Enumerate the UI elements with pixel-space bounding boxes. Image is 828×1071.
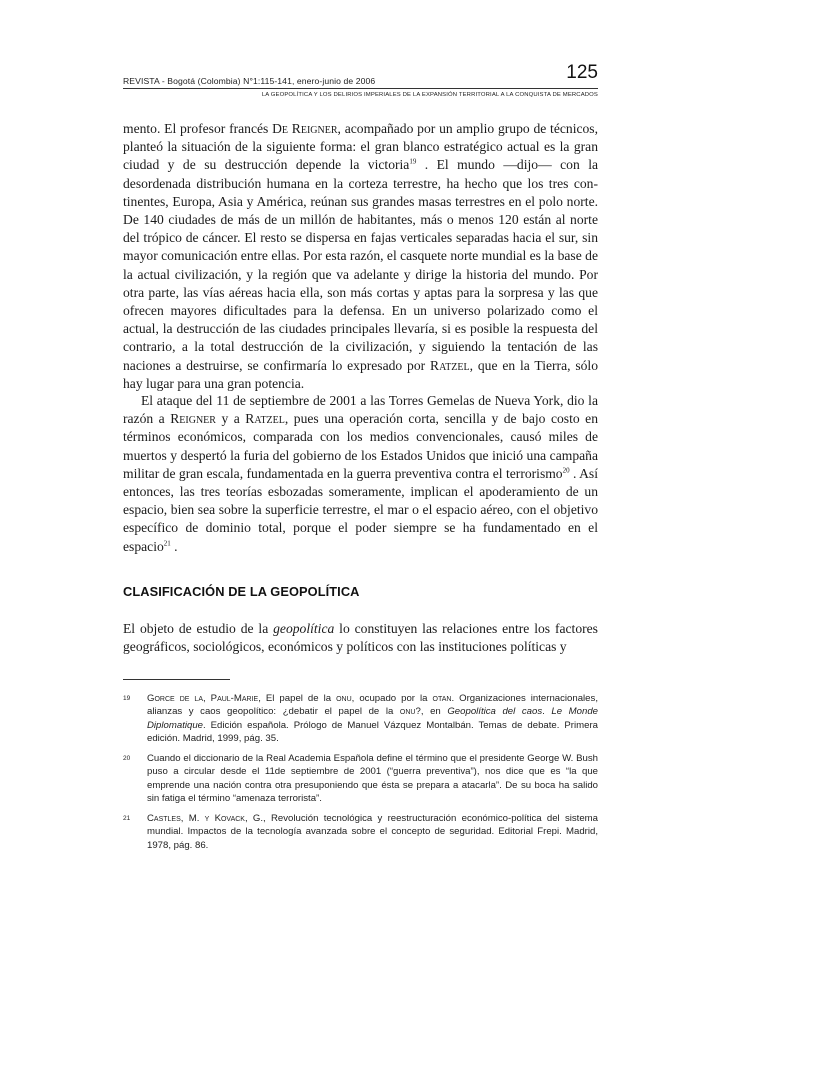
text-run: . Así entonces, las tres teorías esbozadas someramente, implican el apoderamiento de un espacio, bien sea sobre la superficie terrestre, el mar o el espacio aéreo, con el objetivo específico de dominio total, porque el poder siempre se ha fundamentado en el espacio: [123, 465, 598, 554]
text-run: , acompañado por un amplio grupo de técnicos, planteó la situación de la siguiente forma: el gran blanco estratégico actual es la gran ciudad y de su destrucción depende la victoria: [123, 121, 598, 173]
acronym-onu: onu: [399, 706, 416, 718]
acronym-onu: onu: [336, 693, 352, 704]
emphasis-geopolitica: geopolítica: [273, 621, 335, 636]
footnote-ref-21[interactable]: 21: [163, 539, 171, 548]
author-name-ratzel: Ratzel: [245, 411, 285, 427]
author-name-de-reigner: De Reigner: [272, 121, 338, 136]
text-run: .: [170, 538, 178, 554]
text-run: El objeto de estudio de la: [123, 621, 274, 636]
text-run: . El mundo —dijo— con la desordenada distribución humana en la corteza terrestre, ha hecho que los tres continentes, Europa, Asia y América, reúnan sus grandes masas terrestres en el polo norte. De 140 ciudades de más de un millón de habitantes, más o menos 120 están al norte del trópico de cáncer. El resto se dispersa en fajas verticales separadas hacia el sur, sin mayor comunicación entre ellas. Por esta razón, el casquete norte mundial es la base de la actual civilización, y la región que va adelante y dirige la historia del mundo. Por otra parte, las vías aéreas hacia ella, son más cortas y aptas para la sorpresa y las que ofrecen mayores dificultades para la defensa. En un universo polarizado como el actual, la destrucción de las ciudades principales llevaría, si es posible la respuesta del contrario, a la total destrucción de la civilización, y siguiendo la tentación de las naciones a destruirse, se confirmaría lo expresado por: [123, 157, 598, 373]
footnote-number: 21: [123, 815, 131, 822]
author-name-reigner: Reigner: [170, 411, 216, 427]
acronym-otan: otan: [432, 693, 452, 704]
text-run: . Organizaciones internacionales, alianzas y caos geopolítico: ¿debatir el papel de la: [147, 693, 598, 718]
text-run: , ocupado por la: [351, 693, 433, 704]
page-number: 125: [566, 62, 598, 83]
footnote-author: Gorce de la, Paul-Marie: [147, 693, 259, 704]
footnote-number: 20: [123, 755, 131, 762]
publication-title: Le Monde Diplomatique: [147, 706, 598, 731]
text-run: .: [542, 706, 552, 718]
text-run: , Revolución tecnológica y reestructuración económico-política del sistema mundial. Impactos de la tecnología avanzada sobre el concepto de seguridad. Editorial Frepi. Madrid, 1978, pág. 86.: [147, 813, 599, 851]
footnote-ref-20[interactable]: 20: [562, 466, 570, 475]
footnote-19: [123, 692, 598, 746]
text-run: , que en la Tierra, sólo hay lugar para una gran potencia.: [123, 357, 598, 391]
footnote-21: [123, 812, 598, 852]
footnote-text: Cuando el diccionario de la Real Academia Española define el término que el presidente George W. Bush puso a circular desde el 11de septiembre de 2001 (“guerra preventiva”), nos dice que es “la que emprende una nación contra otra presuponiendo que ésta se prepara a atacarla”. De su boca ha salido sin fatiga el término “amenaza terrorista”.: [147, 753, 598, 805]
text-run: lo constituyen las relaciones entre los factores geográficos, sociológicos, económicos y políticos con las instituciones políticas y: [123, 621, 598, 655]
author-name-ratzel: Ratzel: [430, 357, 470, 373]
journal-citation: REVISTA - Bogotá (Colombia) N°1:115-141, enero-junio de 2006: [123, 76, 376, 86]
text-run: y a: [215, 411, 246, 427]
section-heading: CLASIFICACIÓN DE LA GEOPOLÍTICA: [123, 584, 360, 599]
text-run: ?, en: [415, 706, 448, 718]
book-title: Geopolítica del caos: [447, 706, 543, 718]
paragraph-3: [123, 620, 598, 656]
footnote-20: [123, 752, 598, 806]
paragraph-2: [123, 392, 598, 556]
text-run: mento. El profesor francés: [123, 121, 273, 136]
footnote-number: 19: [123, 695, 131, 702]
text-run: . Edición española. Prólogo de Manuel Vázquez Montalbán. Temas de debate. Primera edición. Madrid, 1999, pág. 35.: [147, 719, 598, 745]
footnote-rule: [123, 679, 230, 680]
paragraph-1: [123, 120, 598, 393]
header-rule: [123, 88, 598, 89]
footnote-author: Castles, M. y Kovack, G.: [147, 813, 264, 824]
text-run: , El papel de la: [258, 693, 337, 704]
text-run: , pues una operación corta, sencilla y de bajo costo en términos económicos, comparada con los medios convencionales, causó miles de muertos y despertó la furia del gobierno de los Estados Unidos que inició una campaña militar de gran escala, fundamentada en la guerra preventiva contra el terrorismo: [123, 411, 598, 481]
text-run: El ataque del 11 de septiembre de 2001 a las Torres Gemelas de Nueva York, dio la razón a: [123, 393, 598, 427]
footnote-ref-19[interactable]: 19: [409, 157, 417, 166]
running-title: LA GEOPOLÍTICA Y LOS DELIRIOS IMPERIALES DE LA EXPANSIÓN TERRITORIAL A LA CONQUISTA DE MERCADOS: [261, 92, 598, 98]
